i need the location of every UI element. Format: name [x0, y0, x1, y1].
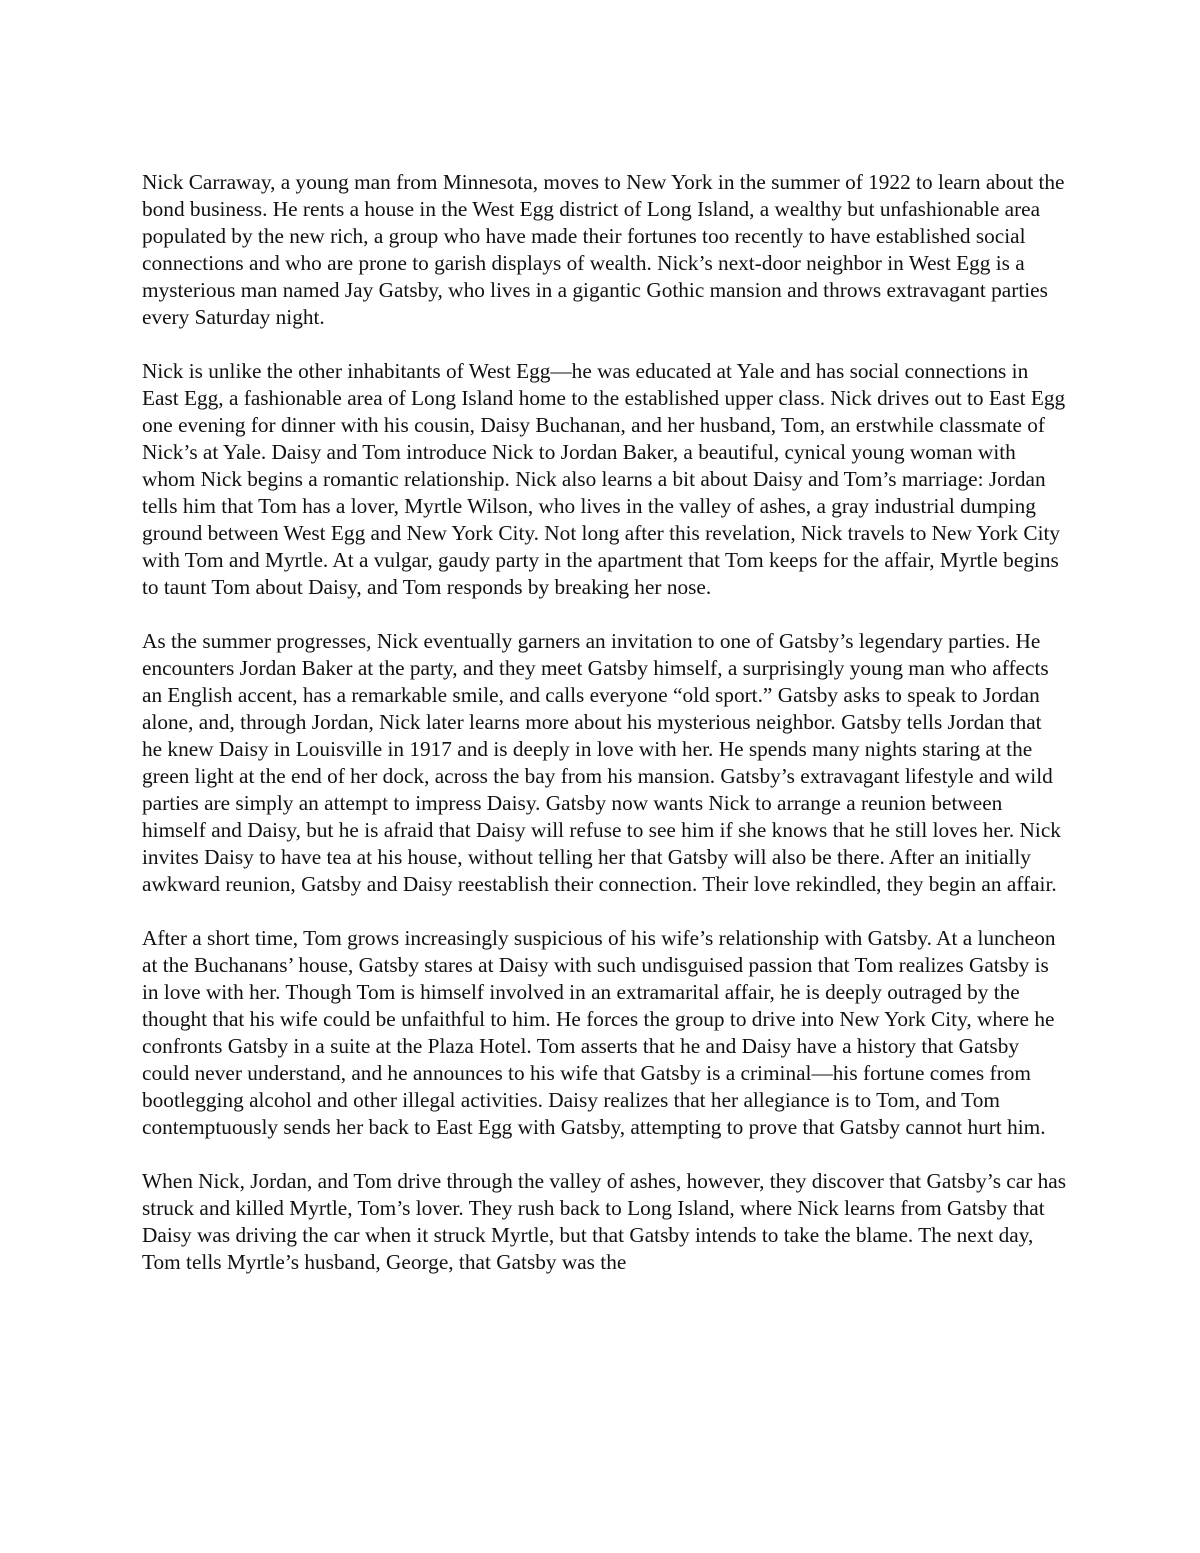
document-body — [142, 169, 1067, 1276]
paragraph-1: Nick Carraway, a young man from Minnesota, moves to New York in the summer of 1922 to learn about the bond business. He rents a house in the West Egg district of Long Island, a wealthy but unfashionable area populated by the new rich, a group who have made their fortunes too recently to have established social connections and who are prone to garish displays of wealth. Nick’s next-door neighbor in West Egg is a mysterious man named Jay Gatsby, who lives in a gigantic Gothic mansion and throws extravagant parties every Saturday night. — [142, 170, 1065, 329]
paragraph-2: Nick is unlike the other inhabitants of West Egg—he was educated at Yale and has social connections in East Egg, a fashionable area of Long Island home to the established upper class. Nick drives out to East Egg one evening for dinner with his cousin, Daisy Buchanan, and her husband, Tom, an erstwhile classmate of Nick’s at Yale. Daisy and Tom introduce Nick to Jordan Baker, a beautiful, cynical young woman with whom Nick begins a romantic relationship. Nick also learns a bit about Daisy and Tom’s marriage: Jordan tells him that Tom has a lover, Myrtle Wilson, who lives in the valley of ashes, a gray industrial dumping ground between West Egg and New York City. Not long after this revelation, Nick travels to New York City with Tom and Myrtle. At a vulgar, gaudy party in the apartment that Tom keeps for the affair, Myrtle begins to taunt Tom about Daisy, and Tom responds by breaking her nose. — [142, 359, 1066, 599]
paragraph-5: When Nick, Jordan, and Tom drive through the valley of ashes, however, they discover that Gatsby’s car has struck and killed Myrtle, Tom’s lover. They rush back to Long Island, where Nick learns from Gatsby that Daisy was driving the car when it struck Myrtle, but that Gatsby intends to take the blame. The next day, Tom tells Myrtle’s husband, George, that Gatsby was the — [142, 1169, 1067, 1274]
paragraph-4: After a short time, Tom grows increasingly suspicious of his wife’s relationship with Gatsby. At a luncheon at the Buchanans’ house, Gatsby stares at Daisy with such undisguised passion that Tom realizes Gatsby is in love with her. Though Tom is himself involved in an extramarital affair, he is deeply outraged by the thought that his wife could be unfaithful to him. He forces the group to drive into New York City, where he confronts Gatsby in a suite at the Plaza Hotel. Tom asserts that he and Daisy have a history that Gatsby could never understand, and he announces to his wife that Gatsby is a criminal—his fortune comes from bootlegging alcohol and other illegal activities. Daisy realizes that her allegiance is to Tom, and Tom contemptuously sends her back to East Egg with Gatsby, attempting to prove that Gatsby cannot hurt him. — [142, 926, 1056, 1139]
paragraph-3: As the summer progresses, Nick eventually garners an invitation to one of Gatsby’s legendary parties. He encounters Jordan Baker at the party, and they meet Gatsby himself, a surprisingly young man who affects an English accent, has a remarkable smile, and calls everyone “old sport.” Gatsby asks to speak to Jordan alone, and, through Jordan, Nick later learns more about his mysterious neighbor. Gatsby tells Jordan that he knew Daisy in Louisville in 1917 and is deeply in love with her. He spends many nights staring at the green light at the end of her dock, across the bay from his mansion. Gatsby’s extravagant lifestyle and wild parties are simply an attempt to impress Daisy. Gatsby now wants Nick to arrange a reunion between himself and Daisy, but he is afraid that Daisy will refuse to see him if she knows that he still loves her. Nick invites Daisy to have tea at his house, without telling her that Gatsby will also be there. After an initially awkward reunion, Gatsby and Daisy reestablish their connection. Their love rekindled, they begin an affair. — [142, 629, 1061, 896]
